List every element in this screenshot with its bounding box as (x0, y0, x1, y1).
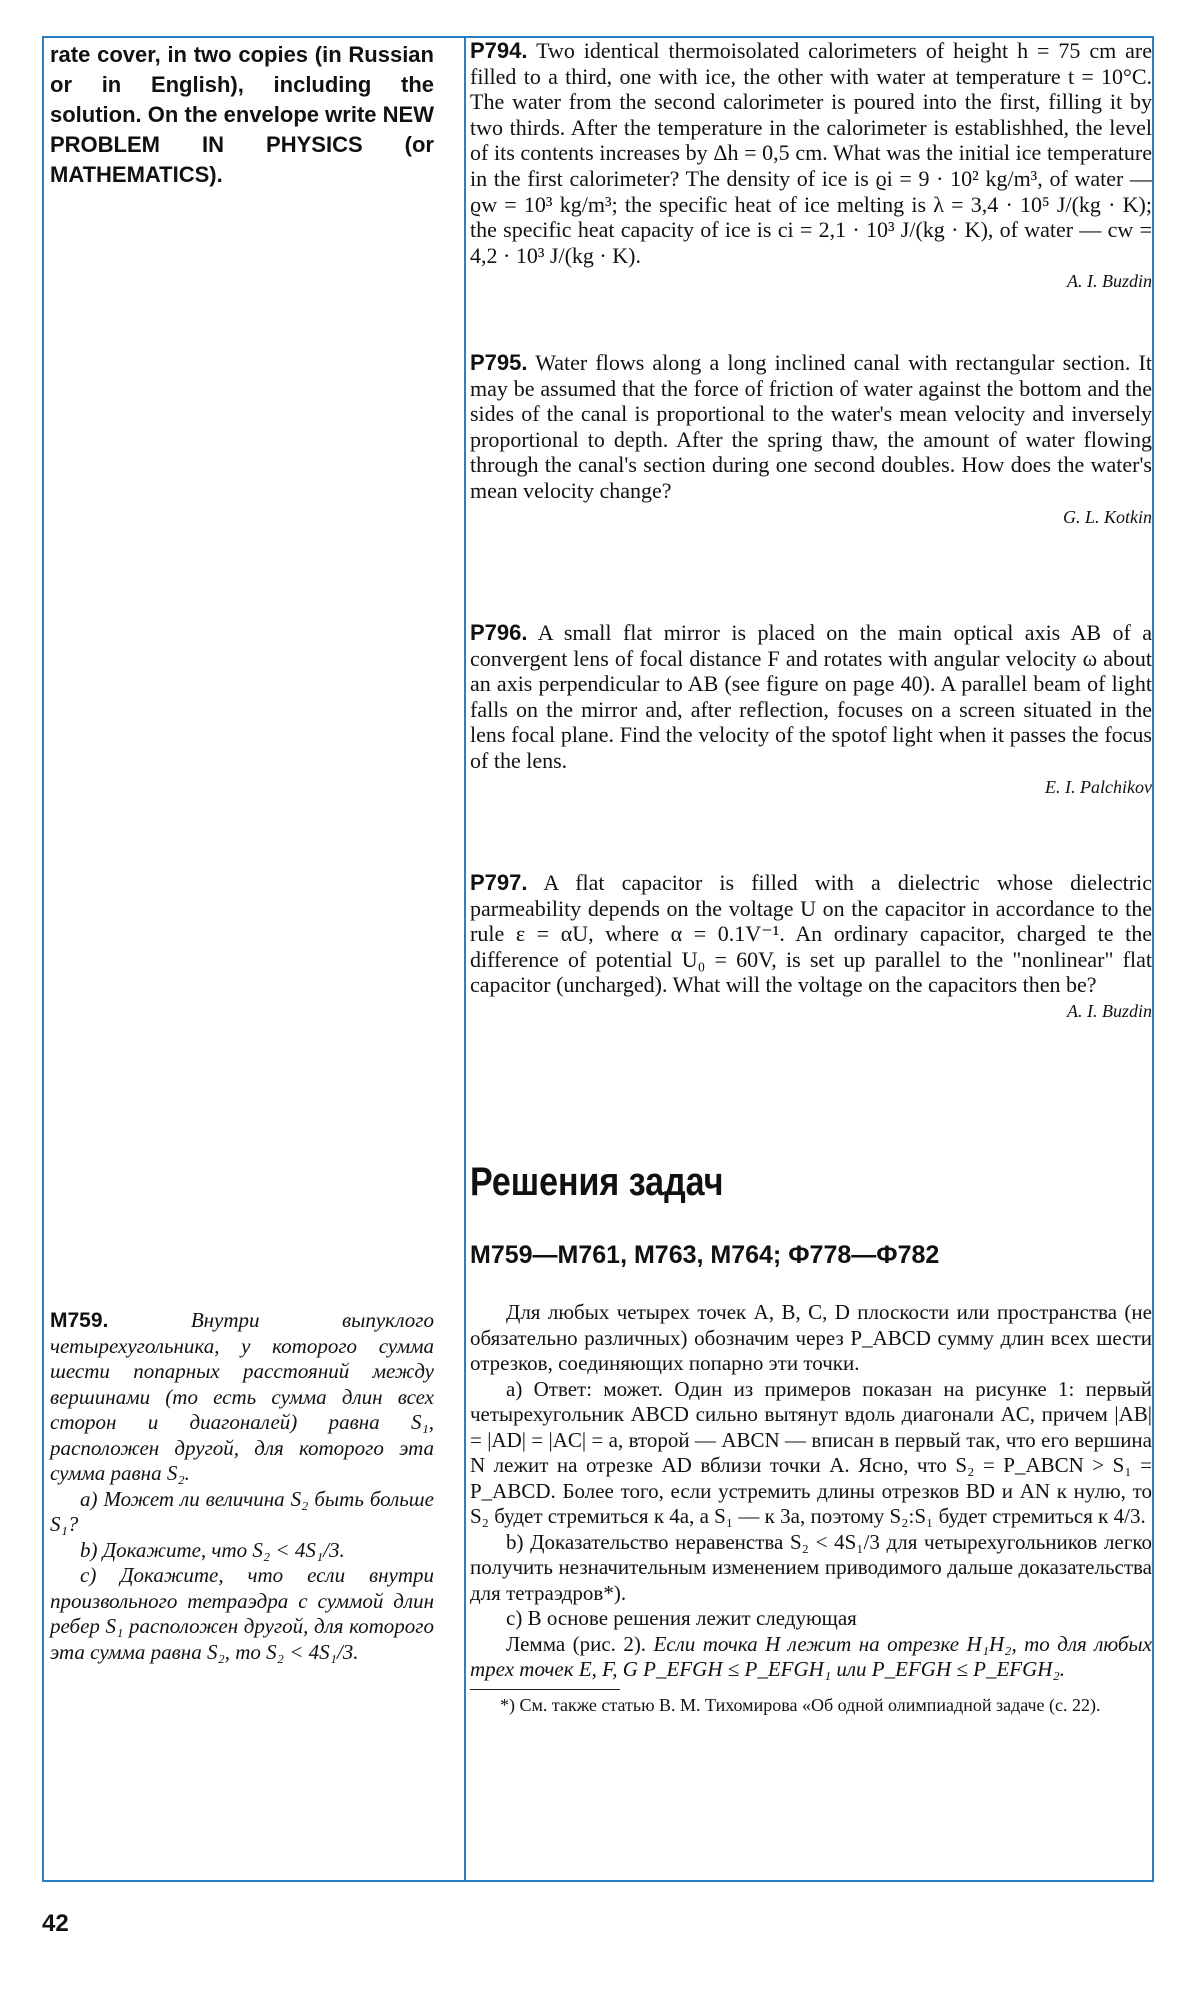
question-c: с) Докажите, что если внутри произвольного тетраэдра с суммой длин ребер S₁ расположен другой, для которого эта сумма равна S₂, то S₂ < 4S₁/3. (50, 1563, 434, 1664)
solution-paragraph: b) Доказательство неравенства S₂ < 4S₁/3 для четырехугольников легко получить незначительным изменением приводимого дальше доказательства для тетраэдров*). (470, 1529, 1152, 1605)
solution-paragraph: с) В основе решения лежит следующая (506, 1606, 857, 1630)
section-title: Решения задач (470, 1160, 724, 1204)
problem-author: G. L. Kotkin (1062, 506, 1152, 527)
problem-m759 (50, 1308, 434, 1665)
problem-intro: Внутри выпуклого четырехугольника, у которого сумма шести попарных расстояний между вершинами (то есть сумма длин всех сторон и диагоналей) равна S₁, расположен другой, для которого эта сумма равна S₂. (50, 1308, 434, 1485)
problem-author: E. I. Palchikov (1045, 776, 1152, 797)
problem-text: Water flows along a long inclined canal with rectangular section. It may be assumed that the force of friction of water against the bottom and the sides of the canal is proportional to the water's mean velocity and inversely proportional to depth. After the spring thaw, the amount of water flowing through the canal's section during one second doubles. How does the water's mean velocity change? (470, 350, 1153, 503)
lemma-text: Если точка H лежит на отрезке H₁H₂, то для любых трех точек E, F, G P_EFGH ≤ P_EFGH₁ или P_EFGH ≤ P_EFGH₂. (470, 1631, 1152, 1681)
problem-text: A flat capacitor is filled with a dielectric whose dielectric parmeability depends on the voltage U on the capacitor in accordance to the rule ε = αU, where α = 0.1V⁻¹. An ordinary capacitor, charged te the difference of potential U₀ = 60V, is set up parallel to the "nonlinear" flat capacitor (uncharged). What will the voltage on the capacitors then be? (470, 870, 1152, 998)
lemma-paragraph (470, 1632, 1152, 1683)
page-number: 42 (42, 1910, 69, 1937)
problem-number: P797. (470, 870, 528, 895)
submission-notice: rate cover, in two copies (in Russian or in English), including the solution. On the envelope write NEW PROBLEM IN PHYSICS (or MATHEMATICS). (50, 42, 434, 187)
problem-p795 (470, 350, 1152, 528)
footnote: *) См. также статью В. М. Тихомирова «Об одной олимпиадной задаче (с. 22). (500, 1694, 1101, 1715)
problem-number: P794. (470, 38, 528, 63)
solution-text (470, 1300, 1152, 1717)
solution-paragraph: а) Ответ: может. Один из примеров показан на рисунке 1: первый четырехугольник ABCD сильно вытянут вдоль диагонали AC, причем |AB| = |AD| = |AC| = a, второй — ABCN — вписан в первый так, что его вершина N лежит на отрезке AD вблизи точки A. Ясно, что S₂ = P_ABCN > S₁ = P_ABCD. Более того, если устремить длины отрезков BD и AN к нулю, то S₂ будет стремиться к 4a, а S₁ — к 3a, поэтому S₂:S₁ будет стремиться к 4/3. (470, 1376, 1152, 1528)
column-divider (464, 38, 466, 1880)
section-subtitle: М759—М761, М763, М764; Ф778—Ф782 (470, 1241, 940, 1269)
problem-p794 (470, 38, 1152, 292)
problem-p797 (470, 870, 1152, 1022)
lemma-label: Лемма (рис. 2). (506, 1631, 647, 1656)
page-frame (42, 36, 1154, 1882)
problem-author: A. I. Buzdin (1067, 1000, 1152, 1021)
problem-number: М759. (50, 1309, 109, 1332)
problem-number: P795. (470, 350, 528, 375)
question-b: b) Докажите, что S₂ < 4S₁/3. (80, 1537, 345, 1562)
left-column (50, 40, 434, 1664)
problem-text: A small flat mirror is placed on the main optical axis AB of a convergent lens of focal distance F and rotates with angular velocity ω about an axis perpendicular to AB (see figure on page 40). A parallel beam of light falls on the mirror and, after reflection, focuses on a screen situated in the lens focal plane. Find the velocity of the spotof light when it passes the focus of the lens. (470, 620, 1152, 773)
solution-paragraph: Для любых четырех точек A, B, C, D плоскости или пространства (не обязательно различных) обозначим через P_ABCD сумму длин всех шести отрезков, соединяющих попарно эти точки. (470, 1300, 1152, 1375)
problem-author: A. I. Buzdin (1067, 271, 1152, 292)
problem-p796 (470, 620, 1152, 798)
footnote-rule (470, 1689, 620, 1690)
problem-text: Two identical thermoisolated calorimeters of height h = 75 cm are filled to a third, one with ice, the other with water at temperature t = 10°C. The water from the second calorimeter is poured into the first, filling it by two thirds. After the temperature in the calorimeter is establishhed, the level of its contents increases by Δh = 0,5 cm. What was the initial ice temperature in the first calorimeter? The density of ice is ϱi = 9 · 10² kg/m³, of water — ϱw = 10³ kg/m³; the specific heat of ice melting is λ = 3,4 · 10⁵ J/(kg · K); the specific heat capacity of ice is ci = 2,1 · 10³ J/(kg · K), of water — cw = 4,2 · 10³ J/(kg · K). (470, 38, 1153, 268)
problem-number: P796. (470, 620, 528, 645)
question-a: а) Может ли величина S₂ быть больше S₁? (50, 1486, 434, 1536)
